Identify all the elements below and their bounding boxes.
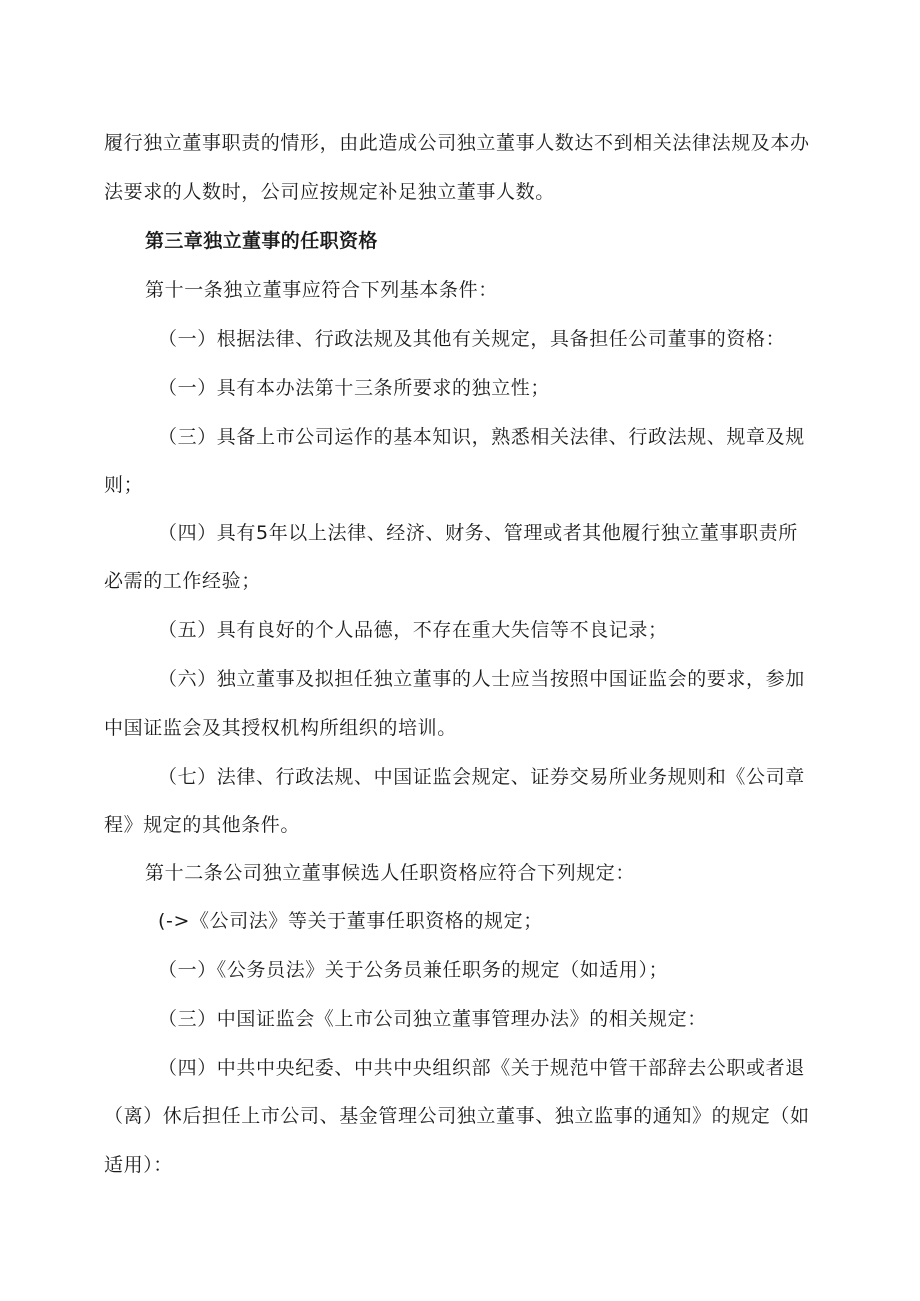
list-item-line: (->《公司法》等关于董事任职资格的规定； [158, 910, 543, 932]
list-item-continuation: 则； [104, 474, 144, 496]
list-item-line: （六）独立董事及拟担任独立董事的人士应当按照中国证监会的要求，参加 [158, 668, 805, 690]
paragraph-line: 法要求的人数时，公司应按规定补足独立董事人数。 [104, 181, 555, 203]
list-item-line: （三）中国证监会《上市公司独立董事管理办法》的相关规定： [158, 1008, 707, 1030]
chapter-heading: 第三章独立董事的任职资格 [145, 230, 378, 252]
list-item-continuation: 适用）： [104, 1154, 173, 1176]
list-item-line: （三）具备上市公司运作的基本知识，熟悉相关法律、行政法规、规章及规 [158, 426, 805, 448]
list-item-continuation: 程》规定的其他条件。 [104, 814, 301, 836]
article-line: 第十二条公司独立董事候选人任职资格应符合下列规定： [145, 862, 636, 884]
list-item-continuation: 必需的工作经验； [104, 570, 261, 592]
list-item-line: （七）法律、行政法规、中国证监会规定、证券交易所业务规则和《公司章 [158, 766, 805, 788]
list-item-line: （一）《公务员法》关于公务员兼任职务的规定（如适用）； [158, 959, 669, 981]
paragraph-line: 履行独立董事职责的情形，由此造成公司独立董事人数达不到相关法律法规及本办 [104, 132, 810, 154]
list-item-line: （一）根据法律、行政法规及其他有关规定，具备担任公司董事的资格： [158, 328, 786, 350]
list-item-continuation: 中国证监会及其授权机构所组织的培训。 [104, 717, 457, 739]
list-item-line: （五）具有良好的个人品德，不存在重大失信等不良记录； [158, 619, 668, 641]
list-item-continuation: （离）休后担任上市公司、基金管理公司独立董事、独立监事的通知》的规定（如 [104, 1105, 810, 1127]
list-item-line: （四）具有5年以上法律、经济、财务、管理或者其他履行独立董事职责所 [158, 522, 798, 544]
list-item-line: （一）具有本办法第十三条所要求的独立性； [158, 377, 551, 399]
article-line: 第十一条独立董事应符合下列基本条件： [145, 279, 498, 301]
list-item-line: （四）中共中央纪委、中共中央组织部《关于规范中管干部辞去公职或者退 [158, 1057, 805, 1079]
